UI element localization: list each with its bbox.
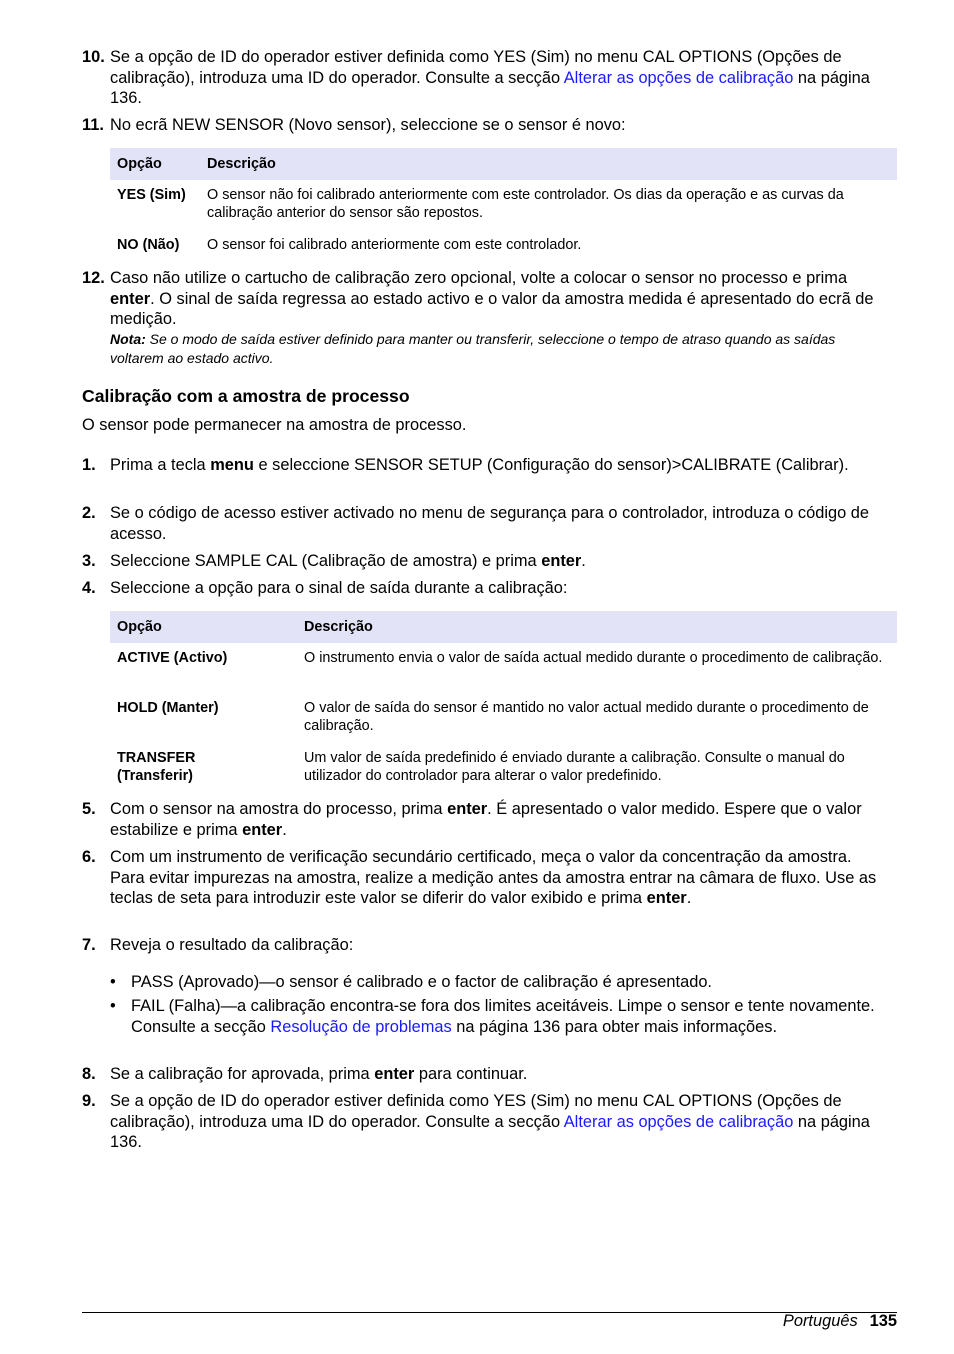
table-row <box>110 230 897 262</box>
step-9 <box>82 1091 888 1153</box>
step-12 <box>82 268 888 368</box>
step-number: 11. <box>82 116 104 134</box>
column-header-description: Descrição <box>304 619 373 635</box>
footer-language: Português <box>782 1312 858 1330</box>
step-6 <box>82 847 888 909</box>
step-text: Se a opção de ID do operador estiver definida como YES (Sim) no menu CAL OPTIONS (Opções de calibração), introduza uma ID do operador. Consulte a secção Alterar as opções de calibração na página 136. <box>110 48 870 107</box>
column-header-option: Opção <box>117 619 162 635</box>
step-1 <box>82 455 888 476</box>
note-label: Nota: <box>110 330 146 347</box>
list-item <box>110 972 890 993</box>
step-text: Seleccione SAMPLE CAL (Calibração de amostra) e prima enter. <box>110 552 586 570</box>
option-cell: ACTIVE (Activo) <box>117 650 228 666</box>
table-row <box>110 643 897 693</box>
option-cell: HOLD (Manter) <box>117 700 219 716</box>
step-number: 6. <box>82 848 96 866</box>
step-text: Com um instrumento de verificação secundário certificado, meça o valor da concentração da amostra. Para evitar impurezas na amostra, realize a medição antes da amostra entrar na câmara de fluxo. Use as teclas de seta para introduzir este valor se diferir do valor exibido e prima enter. <box>110 848 877 907</box>
step-number: 3. <box>82 552 96 570</box>
section-intro: O sensor pode permanecer na amostra de processo. <box>82 416 467 434</box>
page-footer <box>783 1312 897 1331</box>
table-row <box>110 180 897 230</box>
table-row <box>110 693 897 743</box>
link-alterar-opcoes-calibracao[interactable]: Alterar as opções de calibração <box>563 1112 794 1131</box>
step-3 <box>82 551 888 572</box>
list-item <box>110 996 890 1037</box>
option-cell: YES (Sim) <box>117 187 186 203</box>
page-number: 135 <box>869 1312 897 1330</box>
footer-divider <box>82 1312 897 1313</box>
table-header <box>110 611 897 643</box>
step-number: 1. <box>82 456 96 474</box>
step-number: 7. <box>82 936 96 954</box>
description-cell: Um valor de saída predefinido é enviado durante a calibração. Consulte o manual do utilizador do controlador para alterar o valor predefinido. <box>304 750 845 784</box>
step-text: Prima a tecla menu e seleccione SENSOR SETUP (Configuração do sensor)>CALIBRATE (Calibrar). <box>110 456 849 474</box>
step-4 <box>82 578 888 599</box>
step-10 <box>82 47 888 109</box>
link-alterar-opcoes-calibracao[interactable]: Alterar as opções de calibração <box>563 68 794 87</box>
note: Nota: Se o modo de saída estiver definido para manter ou transferir, seleccione o tempo de atraso quando as saídas voltarem ao estado activo. <box>110 330 836 366</box>
bullet-marker: • <box>110 973 116 991</box>
step-number: 8. <box>82 1065 96 1083</box>
step-text: Se a opção de ID do operador estiver definida como YES (Sim) no menu CAL OPTIONS (Opções de calibração), introduza uma ID do operador. Consulte a secção Alterar as opções de calibração na página 136. <box>110 1092 870 1151</box>
step-number: 2. <box>82 504 96 522</box>
step-8 <box>82 1064 888 1085</box>
step-number: 12. <box>82 269 105 287</box>
step-text: Caso não utilize o cartucho de calibração zero opcional, volte a colocar o sensor no processo e prima enter. O sinal de saída regressa ao estado activo e o valor da amostra medida é apresentado do ecrã de medição. <box>110 269 874 328</box>
output-signal-options-table <box>110 611 897 793</box>
step-text: Seleccione a opção para o sinal de saída durante a calibração: <box>110 579 568 597</box>
bullet-marker: • <box>110 997 116 1015</box>
new-sensor-options-table <box>110 148 897 262</box>
step-text: Reveja o resultado da calibração: <box>110 936 354 954</box>
step-text: No ecrã NEW SENSOR (Novo sensor), seleccione se o sensor é novo: <box>110 116 626 134</box>
step-number: 4. <box>82 579 96 597</box>
bullet-text: FAIL (Falha)—a calibração encontra-se fora dos limites aceitáveis. Limpe o sensor e tente novamente. Consulte a secção Resolução de problemas na página 136 para obter mais informações. <box>131 997 875 1036</box>
option-cell: TRANSFER (Transferir) <box>117 750 196 784</box>
bullet-text: PASS (Aprovado)—o sensor é calibrado e o factor de calibração é apresentado. <box>131 973 712 991</box>
description-cell: O sensor foi calibrado anteriormente com este controlador. <box>207 237 582 253</box>
step-text: Se a calibração for aprovada, prima enter para continuar. <box>110 1065 528 1083</box>
table-row <box>110 743 897 793</box>
table-header <box>110 148 897 180</box>
step-number: 10. <box>82 48 105 66</box>
description-cell: O instrumento envia o valor de saída actual medido durante o procedimento de calibração. <box>304 650 883 666</box>
step-number: 9. <box>82 1092 96 1110</box>
link-resolucao-de-problemas[interactable]: Resolução de problemas <box>270 1017 452 1036</box>
column-header-option: Opção <box>117 156 162 172</box>
section-heading: Calibração com a amostra de processo <box>82 386 410 406</box>
step-5 <box>82 799 888 840</box>
step-11 <box>82 115 888 136</box>
column-header-description: Descrição <box>207 156 276 172</box>
step-7 <box>82 935 888 956</box>
step-text: Se o código de acesso estiver activado no menu de segurança para o controlador, introduza o código de acesso. <box>110 504 870 543</box>
description-cell: O valor de saída do sensor é mantido no valor actual medido durante o procedimento de calibração. <box>304 700 869 734</box>
option-cell: NO (Não) <box>117 237 180 253</box>
step-number: 5. <box>82 800 96 818</box>
step-2 <box>82 503 888 544</box>
description-cell: O sensor não foi calibrado anteriormente com este controlador. Os dias da operação e as curvas da calibração anterior do sensor são repostos. <box>207 187 844 221</box>
step-text: Com o sensor na amostra do processo, prima enter. É apresentado o valor medido. Espere que o valor estabilize e prima enter. <box>110 800 862 839</box>
